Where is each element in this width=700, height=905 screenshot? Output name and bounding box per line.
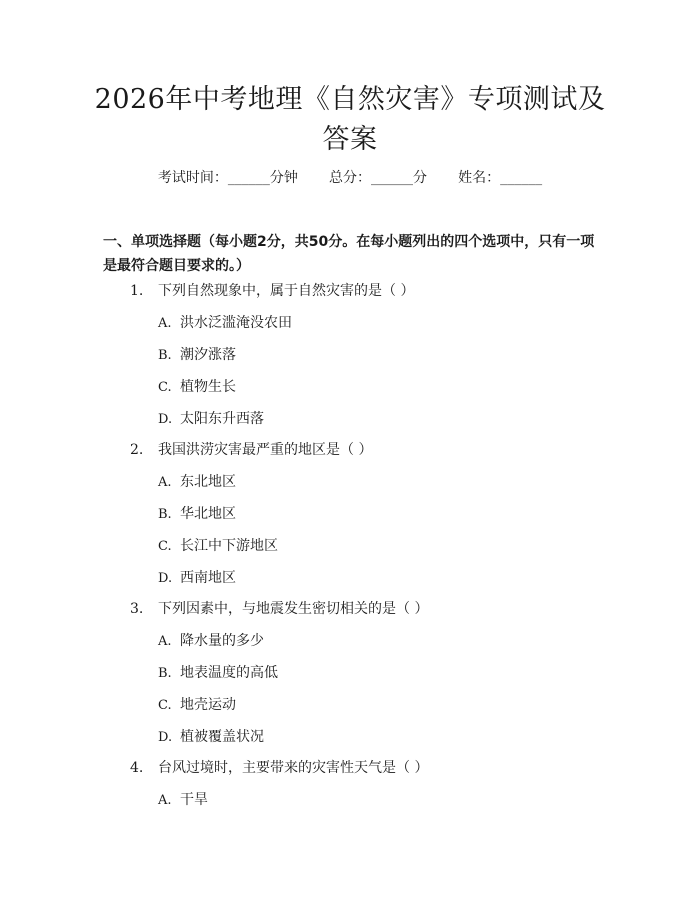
option-letter: A.: [158, 316, 172, 331]
score-blank: ______: [371, 170, 413, 186]
option-text: 长江中下游地区: [180, 538, 278, 554]
question-1-option-d: [158, 409, 264, 430]
option-text: 植物生长: [180, 379, 236, 395]
option-letter: A.: [158, 475, 172, 490]
score-unit: 分: [413, 170, 427, 186]
time-label: 考试时间：: [157, 170, 228, 186]
time-blank: ______: [227, 170, 270, 186]
question-number: 4.: [130, 760, 144, 776]
question-number: 3.: [130, 601, 144, 617]
name-blank: ______: [500, 170, 543, 186]
question-1-option-b: [158, 345, 236, 366]
exam-info-line: [0, 168, 700, 188]
question-1-option-a: [158, 313, 292, 334]
option-letter: C.: [158, 380, 172, 395]
question-3-option-b: [158, 663, 278, 684]
option-letter: A.: [158, 634, 172, 649]
option-letter: A.: [158, 793, 172, 808]
option-letter: D.: [158, 730, 173, 745]
question-3: [130, 599, 428, 619]
question-text: 下列自然现象中，属于自然灾害的是（ ）: [158, 283, 415, 299]
option-letter: C.: [158, 539, 172, 554]
option-text: 地壳运动: [180, 697, 236, 713]
question-text: 我国洪涝灾害最严重的地区是（ ）: [158, 442, 373, 458]
question-2-option-c: [158, 536, 278, 557]
question-4: [130, 758, 428, 778]
option-text: 洪水泛滥淹没农田: [180, 315, 292, 331]
option-letter: C.: [158, 698, 172, 713]
question-text: 下列因素中，与地震发生密切相关的是（ ）: [158, 601, 429, 617]
question-1: [130, 281, 414, 301]
option-text: 地表温度的高低: [180, 665, 278, 681]
option-text: 潮汐涨落: [180, 347, 236, 363]
question-4-option-a: [158, 790, 208, 811]
option-letter: D.: [158, 412, 173, 427]
page-title: 2026年中考地理《自然灾害》专项测试及答案: [94, 84, 606, 155]
option-text: 降水量的多少: [180, 633, 264, 649]
question-3-option-d: [158, 727, 264, 748]
question-3-option-a: [158, 631, 264, 652]
question-3-option-c: [158, 695, 236, 716]
option-letter: B.: [158, 507, 172, 522]
question-2-option-d: [158, 568, 236, 589]
name-label: 姓名：: [458, 170, 501, 186]
question-number: 2.: [130, 442, 144, 458]
question-1-option-c: [158, 377, 236, 398]
option-text: 干旱: [180, 792, 208, 808]
option-text: 华北地区: [180, 506, 236, 522]
option-letter: D.: [158, 571, 173, 586]
question-number: 1.: [130, 283, 144, 299]
option-text: 西南地区: [180, 570, 236, 586]
option-text: 东北地区: [180, 474, 236, 490]
question-2-option-b: [158, 504, 236, 525]
score-label: 总分：: [329, 170, 371, 186]
option-letter: B.: [158, 348, 172, 363]
question-2-option-a: [158, 472, 236, 493]
option-text: 植被覆盖状况: [180, 729, 264, 745]
section-heading: 一、单项选择题（每小题2分，共50分。在每小题列出的四个选项中，只有一项是最符合题目要求的。）: [103, 234, 595, 274]
time-unit: 分钟: [269, 170, 298, 186]
option-text: 太阳东升西落: [180, 411, 264, 427]
question-2: [130, 440, 372, 460]
question-text: 台风过境时，主要带来的灾害性天气是（ ）: [158, 760, 429, 776]
option-letter: B.: [158, 666, 172, 681]
